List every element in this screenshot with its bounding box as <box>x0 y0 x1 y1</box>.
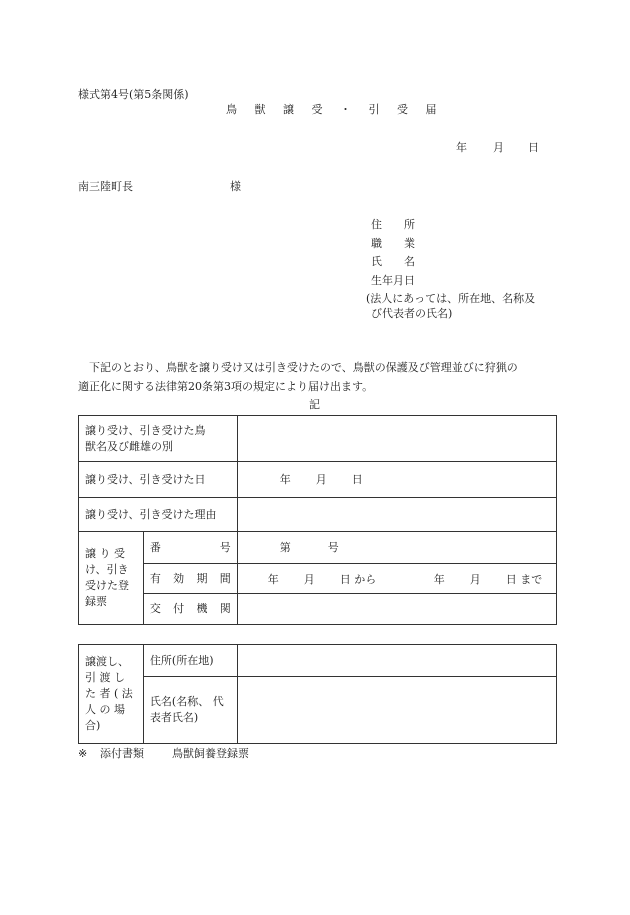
applicant-name-label: 氏 名 <box>371 255 415 268</box>
table-row <box>79 564 557 594</box>
date-month: 月 <box>493 141 504 154</box>
table-row <box>79 645 557 677</box>
transferor-name-label: 氏名(名称、 代 表者氏名) <box>143 677 237 744</box>
table-row <box>79 498 557 532</box>
transferor-name-field[interactable] <box>237 677 556 744</box>
issuer-field[interactable] <box>237 594 556 625</box>
table-row <box>79 677 557 744</box>
reason-label: 譲り受け、引き受けた理由 <box>79 498 238 532</box>
form-number: 様式第4号(第5条関係) <box>78 88 189 101</box>
body-text-line1: 下記のとおり、鳥獣を譲り受け又は引き受けたので、鳥獣の保護及び管理並びに狩猟の <box>89 361 518 374</box>
addressee: 南三陸町長 <box>78 180 133 193</box>
honorific: 様 <box>230 180 241 193</box>
applicant-address-label: 住 所 <box>371 218 415 231</box>
table-row <box>79 594 557 625</box>
page-title: 鳥 獣 譲 受 ・ 引 受 届 <box>226 103 441 116</box>
date-day: 日 <box>528 141 539 154</box>
transferor-address-label: 住所(所在地) <box>143 645 237 677</box>
issuer-label: 交 付 機 関 <box>143 594 237 625</box>
reason-field[interactable] <box>237 498 556 532</box>
received-date-label: 譲り受け、引き受けた日 <box>79 462 238 498</box>
species-label: 譲り受け、引き受けた鳥 獣名及び雌雄の別 <box>79 416 238 462</box>
received-date-field[interactable]: 年 月 日 <box>237 462 556 498</box>
attachment-item: 鳥獣飼養登録票 <box>172 747 249 760</box>
table-row <box>79 462 557 498</box>
table-row <box>79 416 557 462</box>
number-field[interactable]: 第 号 <box>237 532 556 564</box>
corporate-note-line2: び代表者の氏名) <box>371 307 453 320</box>
body-text-line2: 適正化に関する法律第20条第3項の規定により届け出ます。 <box>78 380 374 393</box>
transferor-group-label: 譲渡し、 引 渡 し た 者 ( 法 人 の 場 合) <box>79 645 144 744</box>
validity-field[interactable]: 年 月 日 から 年 月 日 まで <box>237 564 556 594</box>
transferor-table <box>78 644 557 744</box>
note-mark: ※ <box>78 747 88 760</box>
applicant-birthdate-label: 生年月日 <box>371 274 415 287</box>
transferor-address-field[interactable] <box>237 645 556 677</box>
registration-table <box>78 415 557 625</box>
number-label: 番 号 <box>143 532 237 564</box>
table-row <box>79 532 557 564</box>
date-year: 年 <box>456 141 467 154</box>
ki-mark: 記 <box>309 398 320 411</box>
validity-label: 有 効 期 間 <box>143 564 237 594</box>
applicant-occupation-label: 職 業 <box>371 237 415 250</box>
registration-group-label: 譲 り 受 け、引き 受けた登 録票 <box>79 532 144 625</box>
species-field[interactable] <box>237 416 556 462</box>
attachments-label: 添付書類 <box>100 747 144 760</box>
corporate-note-line1: (法人にあっては、所在地、名称及 <box>366 292 536 305</box>
